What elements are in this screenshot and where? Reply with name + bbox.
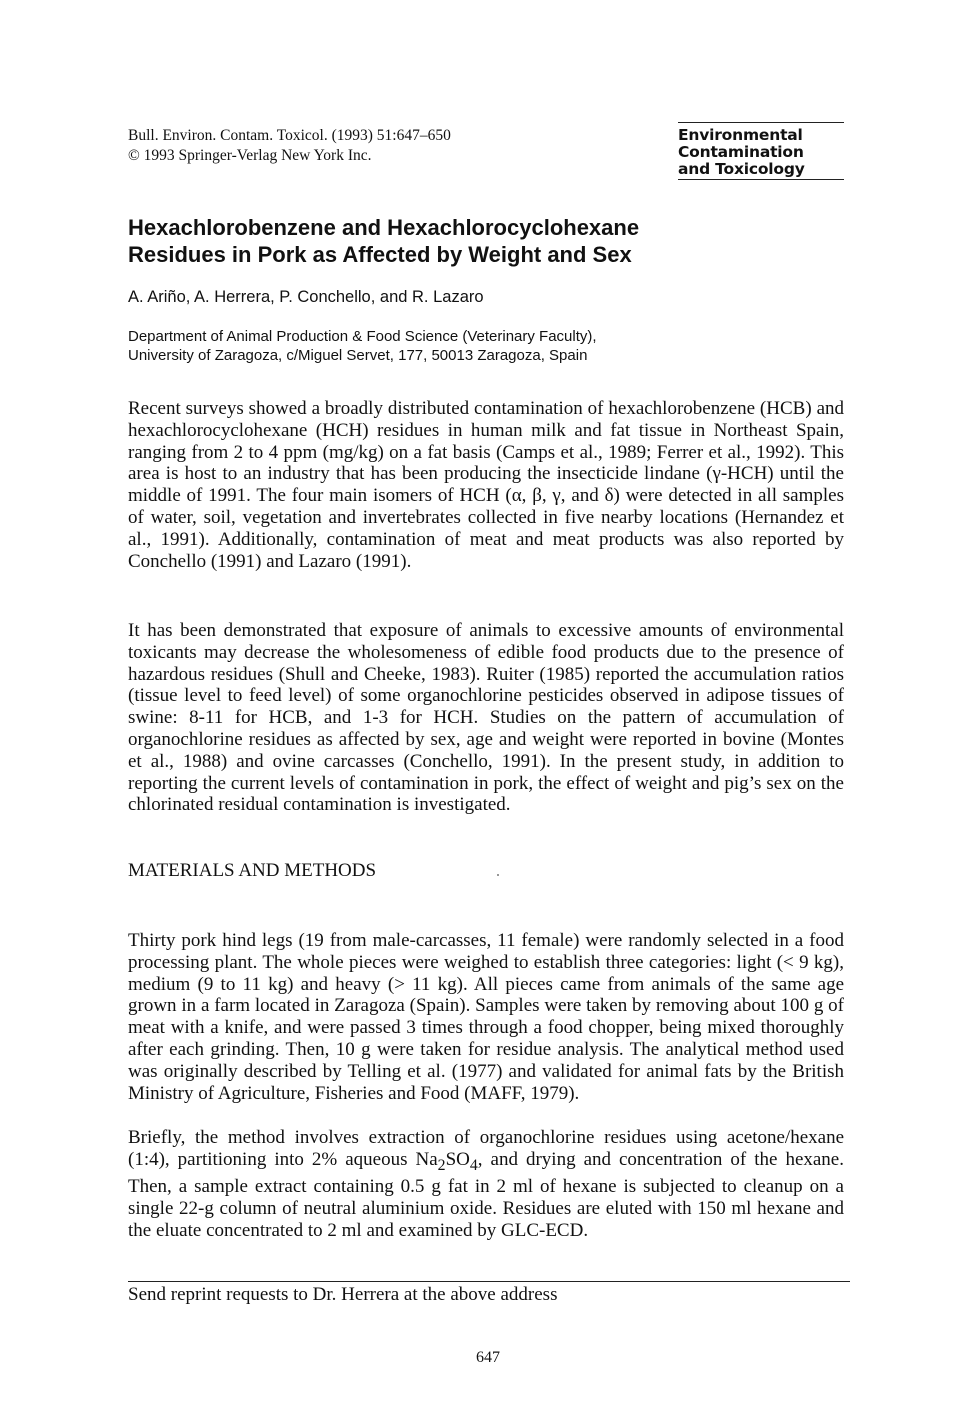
copyright-line: © 1993 Springer-Verlag New York Inc. (128, 147, 372, 164)
paper-title (128, 214, 888, 268)
text-span: , and drying and concentration of the hexane. Then, a sample extract containing 0.5 g fat in 2 ml of hexane is subjected to cleanup on a single 22-g column of neutral aluminium oxide. Residues are eluted with 150 ml hexane and the eluate concentrated to 2 ml and examined by GLC-ECD. (128, 1148, 844, 1241)
journal-logo-line: Environmental (678, 126, 803, 144)
intro-paragraph: Recent surveys showed a broadly distributed contamination of hexachlorobenzene (HCB) and hexachlorocyclohexane (HCH) residues in human milk and fat tissue in Northeast Spain, ranging from 2 to 4 ppm (mg/kg) on a fat basis (Camps et al., 1989; Ferrer et al., 1992). This area is host to an industry that has been producing the insecticide lindane (γ-HCH) until the middle of 1991. The four main isomers of HCH (α, β, γ, and δ) were detected in all samples of water, soil, vegetation and invertebrates collected in five nearby locations (Hernandez et al., 1991). Additionally, contamination of meat and meat products was also reported by Conchello (1991) and Lazaro (1991). (128, 398, 844, 572)
subscript: 2 (437, 1156, 446, 1174)
methods-paragraph: Thirty pork hind legs (19 from male-carcasses, 11 female) were randomly selected in a food processing plant. The whole pieces were weighed to establish three categories: light (< 9 kg), medium (9 to 11 kg) and heavy (> 11 kg). All pieces came from animals of the same age grown in a farm located in Zaragoza (Spain). Samples were taken by removing about 100 g of meat with a knife, and were passed 3 times through a food chopper, being mixed thoroughly after each grinding. Then, 10 g were taken for residue analysis. The analytical method used was originally described by Telling et al. (1977) and validated for animal fats by the British Ministry of Agriculture, Fisheries and Food (MAFF, 1979). (128, 930, 844, 1104)
affiliation (128, 327, 888, 365)
affiliation-line: University of Zaragoza, c/Miguel Servet, 177, 50013 Zaragoza, Spain (128, 347, 588, 364)
subscript: 4 (469, 1156, 478, 1174)
methods-paragraph-procedure (128, 1127, 844, 1242)
footnote: Send reprint requests to Dr. Herrera at the above address (128, 1284, 558, 1305)
citation-line: Bull. Environ. Contam. Toxicol. (1993) 51:647–650 (128, 127, 451, 144)
text-span: Briefly, the method involves extraction of organochlorine residues using acetone/hexane (1:4), partitioning into 2% aqueous Na (128, 1127, 844, 1170)
journal-logo (678, 122, 844, 180)
citation-block (128, 126, 588, 166)
affiliation-line: Department of Animal Production & Food Science (Veterinary Faculty), (128, 328, 597, 345)
title-line: Hexachlorobenzene and Hexachlorocyclohexane (128, 215, 640, 240)
footnote-divider (128, 1281, 850, 1282)
text-span: SO (445, 1148, 470, 1170)
section-heading-methods: MATERIALS AND METHODS (128, 860, 377, 881)
title-line: Residues in Pork as Affected by Weight and Sex (128, 242, 632, 267)
background-paragraph: It has been demonstrated that exposure of animals to excessive amounts of environmental toxicants may decrease the wholesomeness of edible food products due to the presence of hazardous residues (Shull and Cheeke, 1983). Ruiter (1985) reported the accumulation ratios (tissue level to feed level) of some organochlorine pesticides observed in adipose tissues of swine: 8-11 for HCB, and 1-3 for HCH. Studies on the pattern of accumulation of organochlorine residues as affected by sex, age and weight were reported in bovine (Montes et al., 1988) and ovine carcasses (Conchello, 1991). In the present study, in addition to reporting the current levels of contamination in pork, the effect of weight and pig’s sex on the chlorinated residual contamination is investigated. (128, 620, 844, 816)
journal-logo-line: and Toxicology (678, 160, 805, 178)
journal-logo-line: Contamination (678, 143, 804, 161)
page-number: 647 (476, 1349, 500, 1366)
scan-speck (497, 874, 499, 876)
author-list: A. Ariño, A. Herrera, P. Conchello, and R. Lazaro (128, 288, 484, 306)
